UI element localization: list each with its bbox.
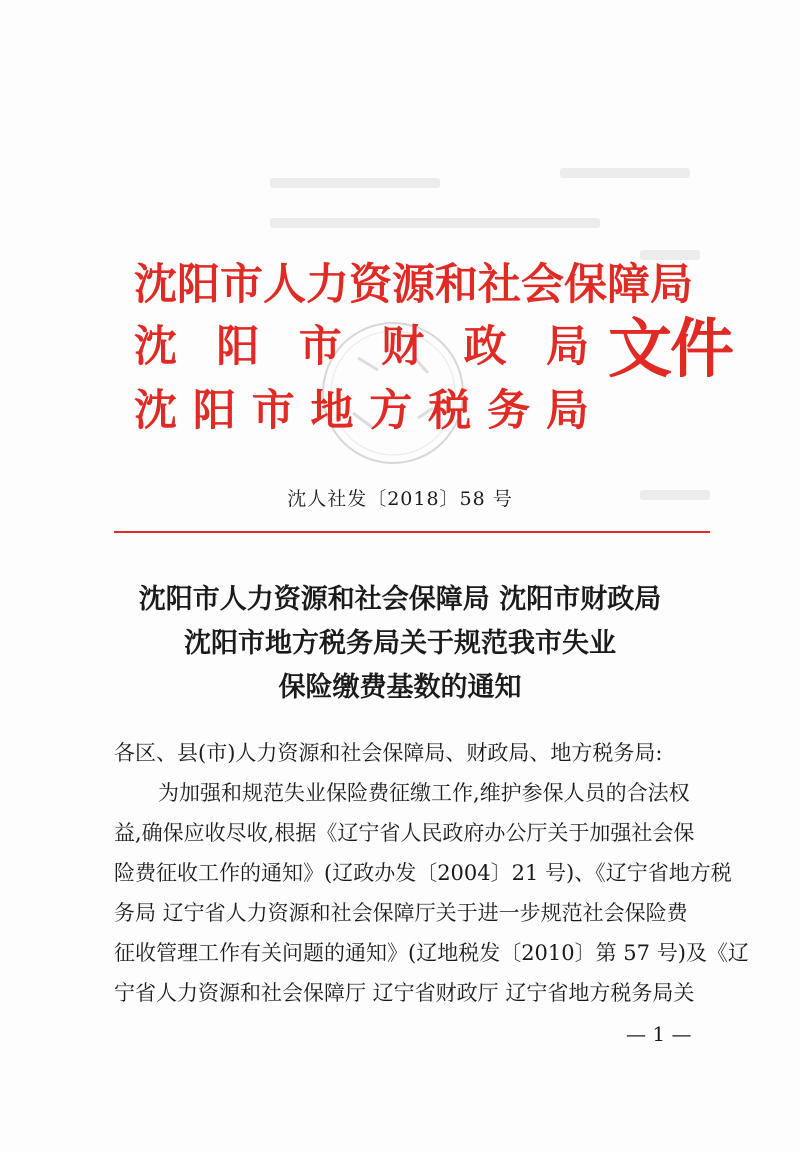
header-char: 政 xyxy=(463,322,507,372)
page-number: — 1 — xyxy=(626,1022,692,1046)
title-line: 沈阳市地方税务局关于规范我市失业 xyxy=(184,628,616,659)
body-line: 为加强和规范失业保险费征缴工作,维护参保人员的合法权 xyxy=(158,781,690,805)
header-char: 方 xyxy=(369,386,413,436)
header-char: 局 xyxy=(545,386,589,436)
title-line: 保险缴费基数的通知 xyxy=(278,672,522,703)
bleed-through-mark xyxy=(560,168,690,178)
header-char: 阳 xyxy=(192,386,236,436)
header-char: 局 xyxy=(545,322,589,372)
body-line: 务局 辽宁省人力资源和社会保障厅关于进一步规范社会保险费 xyxy=(114,901,688,925)
header-authority-hrss: 沈阳市人力资源和社会保障局 xyxy=(134,260,693,310)
header-char: 阳 xyxy=(216,322,260,372)
document-type-label: 文件 xyxy=(608,313,732,387)
bleed-through-mark xyxy=(640,250,700,260)
document-number: 沈人社发〔2018〕58 号 xyxy=(287,488,513,510)
document-title xyxy=(0,578,800,710)
header-char: 市 xyxy=(251,386,295,436)
body-line: 险费征收工作的通知》(辽政办发〔2004〕21 号)、《辽宁省地方税 xyxy=(114,861,732,885)
bleed-through-mark xyxy=(270,218,600,228)
header-char: 财 xyxy=(381,322,425,372)
header-char: 市 xyxy=(298,322,342,372)
header-authority-finance xyxy=(134,324,589,370)
header-char: 沈 xyxy=(134,322,177,372)
bleed-through-mark xyxy=(270,178,440,188)
header-char: 务 xyxy=(487,386,531,436)
header-char: 地 xyxy=(310,386,354,436)
title-line: 沈阳市人力资源和社会保障局 沈阳市财政局 xyxy=(138,584,662,615)
body-line: 宁省人力资源和社会保障厅 辽宁省财政厅 辽宁省地方税务局关 xyxy=(114,981,695,1005)
header-authority-tax xyxy=(134,388,589,434)
body-line: 征收管理工作有关问题的通知》(辽地税发〔2010〕第 57 号)及《辽 xyxy=(114,941,749,965)
body-line: 益,确保应收尽收,根据《辽宁省人民政府办公厅关于加强社会保 xyxy=(114,821,695,845)
document-body xyxy=(114,733,749,1013)
red-separator-line xyxy=(114,531,710,533)
header-char: 税 xyxy=(428,386,472,436)
header-char: 沈 xyxy=(134,386,177,436)
addressee-line: 各区、县(市)人力资源和社会保障局、财政局、地方税务局: xyxy=(114,741,663,765)
